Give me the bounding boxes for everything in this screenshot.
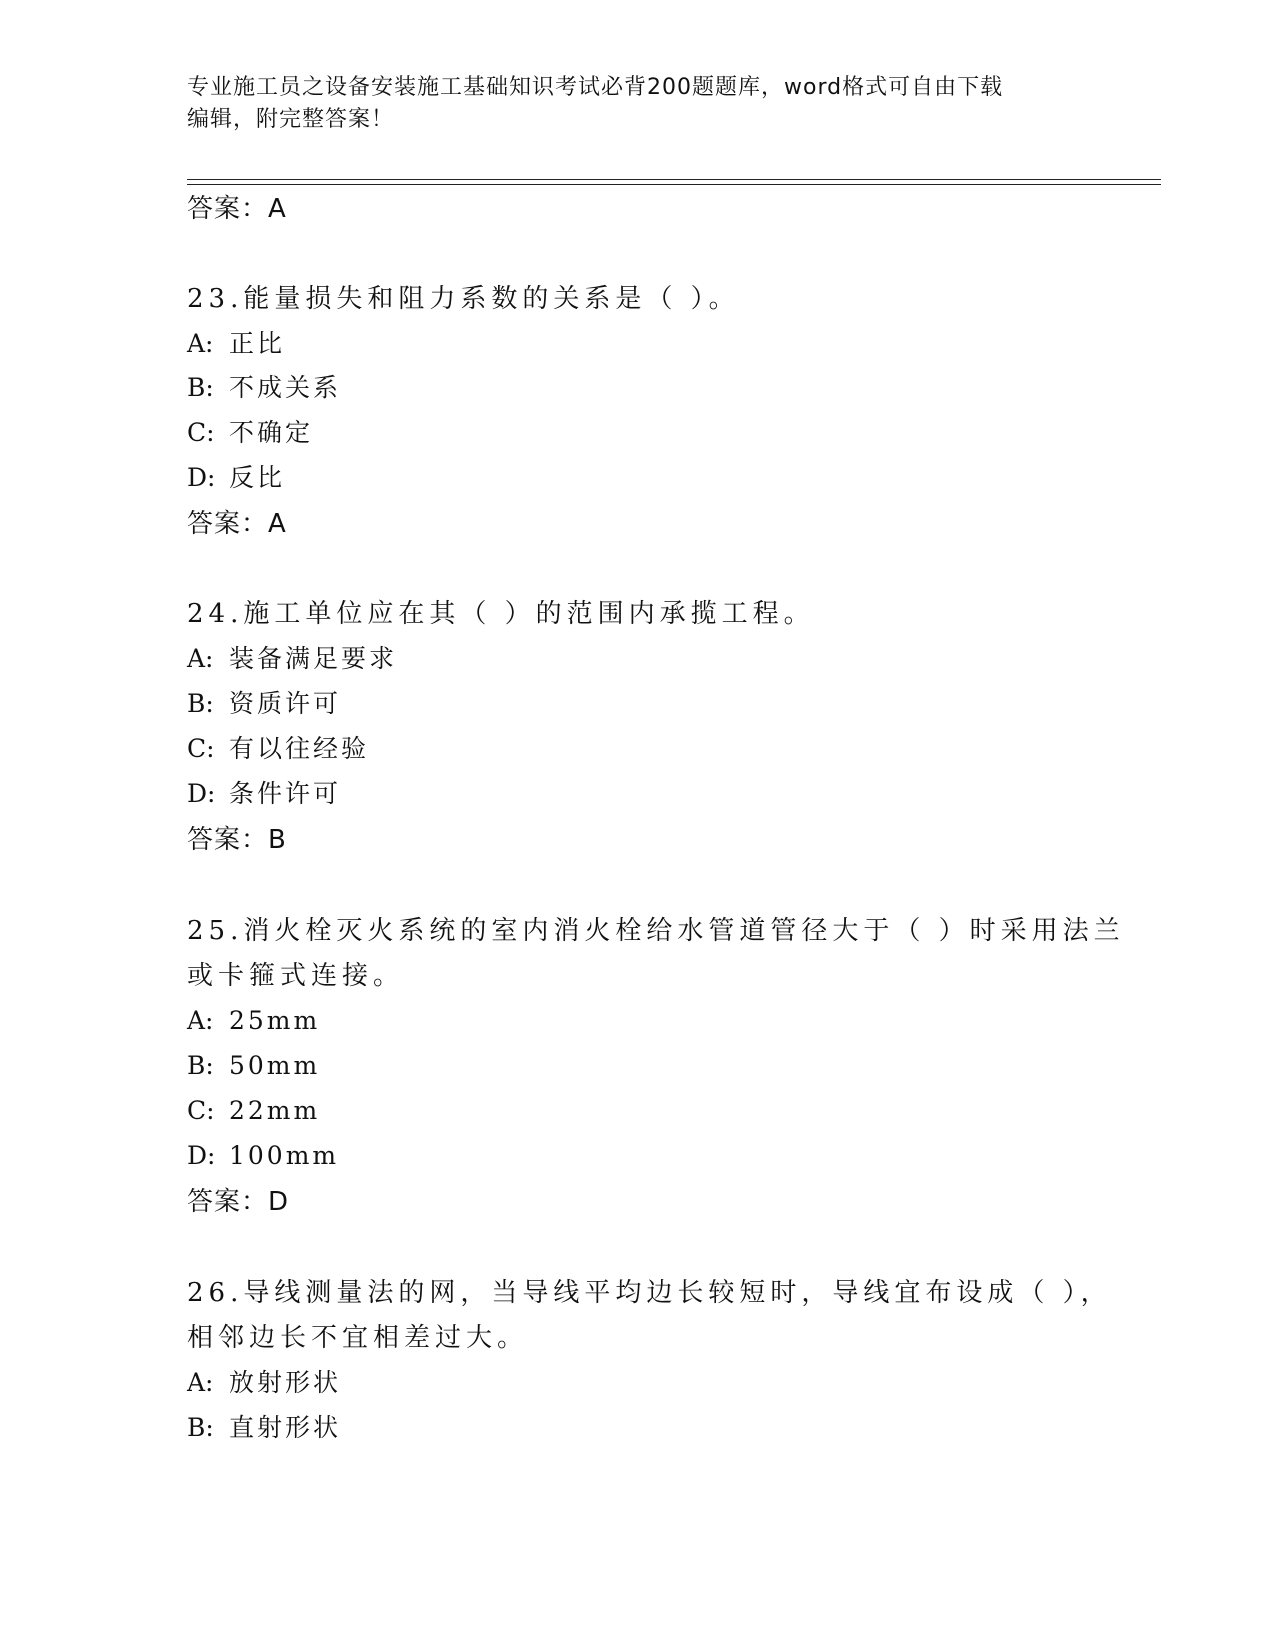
question-text-continued: 相邻边长不宜相差过大。 — [187, 1323, 529, 1353]
option-text: 25mm — [229, 1006, 321, 1035]
option-text: 有以往经验 — [229, 734, 370, 763]
option-text: 22mm — [229, 1096, 321, 1125]
option-letter: B: — [187, 1051, 214, 1080]
option-letter: D: — [187, 463, 216, 492]
option-item — [187, 1367, 341, 1399]
option-text: 50mm — [229, 1051, 321, 1080]
option-letter: D: — [187, 779, 216, 808]
option-item — [187, 372, 341, 404]
answer-label: 答案：D — [187, 1187, 290, 1217]
option-text: 不成关系 — [229, 373, 342, 402]
option-item — [187, 1140, 339, 1172]
answer-label: 答案：B — [187, 825, 287, 855]
option-text: 不确定 — [229, 418, 314, 447]
option-item — [187, 1005, 320, 1037]
option-text: 100mm — [229, 1141, 340, 1170]
option-item — [187, 1412, 341, 1444]
option-item — [187, 1095, 320, 1127]
option-item — [187, 778, 341, 810]
answer-label: 答案：A — [187, 509, 287, 539]
answer-label: 答案：A — [187, 194, 287, 224]
question-text: 23.能量损失和阻力系数的关系是（ ）。 — [187, 284, 740, 314]
document-header — [187, 72, 1087, 136]
option-letter: A: — [187, 1368, 214, 1397]
option-letter: C: — [187, 418, 215, 447]
option-item — [187, 417, 313, 449]
header-line-2: 编辑，附完整答案！ — [187, 107, 395, 132]
option-text: 条件许可 — [229, 779, 342, 808]
question-text: 26.导线测量法的网，当导线平均边长较短时，导线宜布设成（ ）， — [187, 1278, 1112, 1308]
option-text: 装备满足要求 — [229, 644, 398, 673]
option-text: 直射形状 — [229, 1413, 342, 1442]
option-letter: C: — [187, 734, 215, 763]
option-letter: B: — [187, 1413, 214, 1442]
option-item — [187, 688, 341, 720]
option-text: 放射形状 — [229, 1368, 342, 1397]
option-text: 正比 — [229, 329, 286, 358]
question-text-continued: 或卡箍式连接。 — [187, 961, 405, 991]
option-item — [187, 1050, 320, 1082]
option-letter: B: — [187, 689, 214, 718]
question-text: 24.施工单位应在其（ ）的范围内承揽工程。 — [187, 599, 815, 629]
option-item — [187, 328, 285, 360]
header-line-1: 专业施工员之设备安装施工基础知识考试必背200题题库，word格式可自由下载 — [187, 75, 1004, 100]
option-letter: A: — [187, 1006, 214, 1035]
option-text: 反比 — [229, 463, 286, 492]
option-item — [187, 733, 369, 765]
question-text: 25.消火栓灭火系统的室内消火栓给水管道管径大于（ ）时采用法兰 — [187, 916, 1125, 946]
option-letter: B: — [187, 373, 214, 402]
header-divider — [187, 179, 1161, 185]
option-letter: A: — [187, 329, 214, 358]
option-text: 资质许可 — [229, 689, 342, 718]
option-item — [187, 462, 285, 494]
option-letter: C: — [187, 1096, 215, 1125]
option-item — [187, 643, 397, 675]
option-letter: D: — [187, 1141, 216, 1170]
option-letter: A: — [187, 644, 214, 673]
